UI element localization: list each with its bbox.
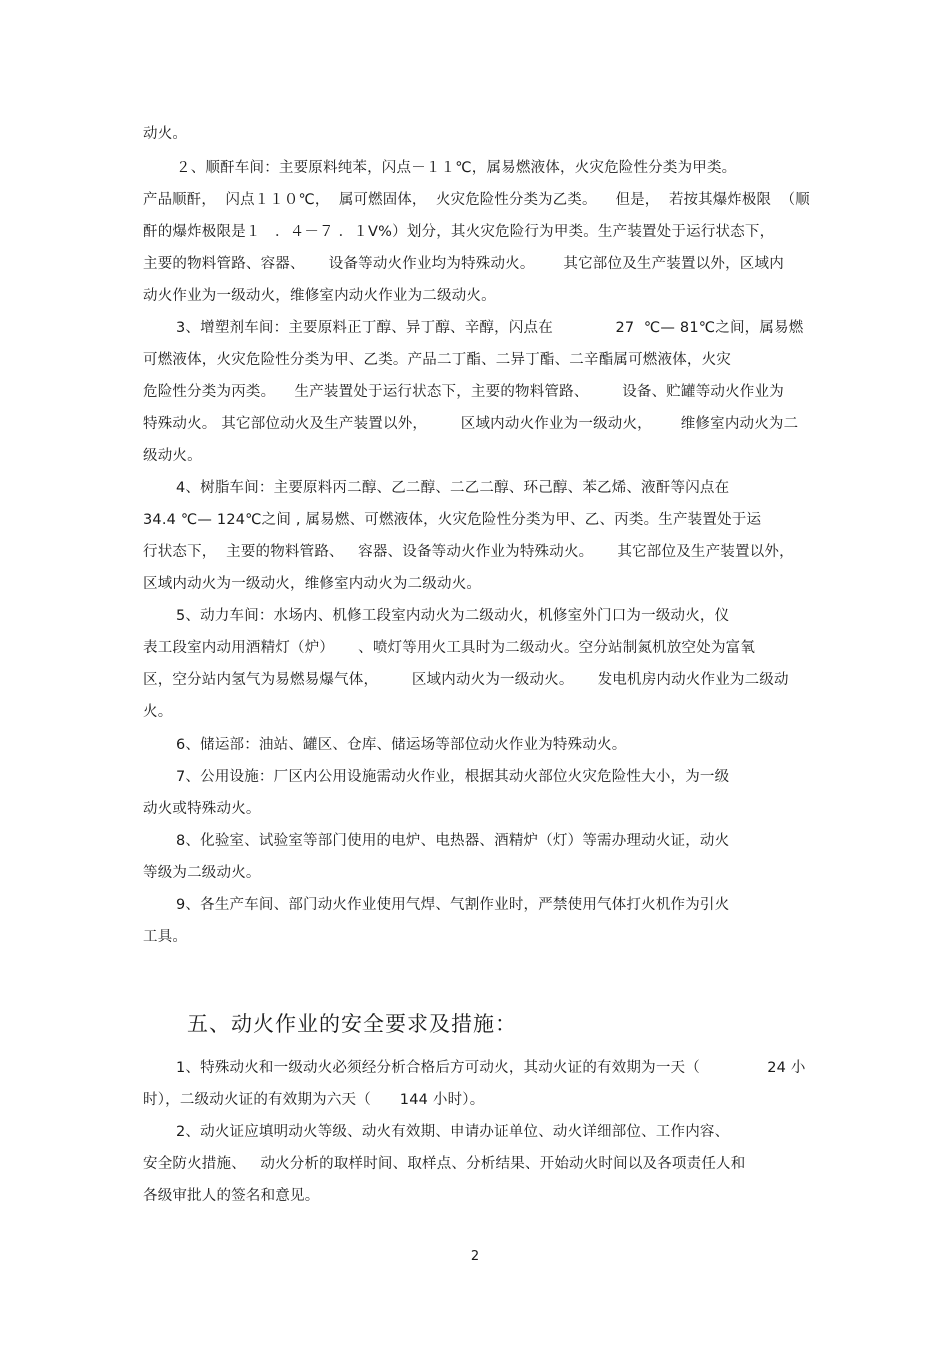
paragraph-line: 工具。 <box>143 929 188 945</box>
paragraph-line: 主要的物料管路、容器、 设备等动火作业均为特殊动火。 其它部位及生产装置以外，区域内 <box>143 256 784 272</box>
paragraph-line: 区域内动火为一级动火，维修室内动火为二级动火。 <box>143 576 482 592</box>
paragraph-line: 3、增塑剂车间：主要原料正丁醇、异丁醇、辛醇，闪点在 27 ℃— 81℃之间，属易燃 <box>176 320 804 336</box>
paragraph-line: 各级审批人的签名和意见。 <box>143 1188 320 1204</box>
paragraph-line: 动火或特殊动火。 <box>143 801 261 817</box>
paragraph-line: ２、顺酐车间：主要原料纯苯，闪点－１１℃，属易燃液体，火灾危险性分类为甲类。 <box>176 160 737 176</box>
paragraph-line: 时），二级动火证的有效期为六天（ 144 小时）。 <box>143 1092 485 1108</box>
section-heading: 五、动火作业的安全要求及措施： <box>187 1012 517 1036</box>
paragraph-line: 5、动力车间：水场内、机修工段室内动火为二级动火，机修室外门口为一级动火，仪 <box>176 608 730 624</box>
paragraph-line: 8、化验室、试验室等部门使用的电炉、电热器、酒精炉（灯）等需办理动火证，动火 <box>176 833 730 849</box>
paragraph-line: 34.4 ℃— 124℃之间 , 属易燃、可燃液体，火灾危险性分类为甲、乙、丙类。生产装置处于运 <box>143 512 762 528</box>
paragraph-line: 危险性分类为丙类。 生产装置处于运行状态下，主要的物料管路、 设备、贮罐等动火作业为 <box>143 384 784 400</box>
paragraph-line: 7、公用设施：厂区内公用设施需动火作业，根据其动火部位火灾危险性大小，为一级 <box>176 769 730 785</box>
paragraph-line: 动火作业为一级动火，维修室内动火作业为二级动火。 <box>143 288 496 304</box>
paragraph-line: 级动火。 <box>143 448 202 464</box>
paragraph-line: 等级为二级动火。 <box>143 865 261 881</box>
paragraph-line: 安全防火措施、 动火分析的取样时间、取样点、分析结果、开始动火时间以及各项责任人和 <box>143 1156 746 1172</box>
paragraph-line: 6、储运部：油站、罐区、仓库、储运场等部位动火作业为特殊动火。 <box>176 737 627 753</box>
paragraph-line: 4、树脂车间：主要原料丙二醇、乙二醇、二乙二醇、环己醇、苯乙烯、液酐等闪点在 <box>176 480 730 496</box>
paragraph-line: 可燃液体，火灾危险性分类为甲、乙类。产品二丁酯、二异丁酯、二辛酯属可燃液体，火灾 <box>143 352 731 368</box>
paragraph-line: 表工段室内动用酒精灯（炉） 、喷灯等用火工具时为二级动火。空分站制氮机放空处为富氧 <box>143 640 756 656</box>
paragraph-line: 火。 <box>143 704 173 720</box>
paragraph-line: 产品顺酐， 闪点１１０℃， 属可燃固体， 火灾危险性分类为乙类。 但是， 若按其爆炸极限 （顺 <box>143 192 810 208</box>
paragraph-line: 行状态下， 主要的物料管路、 容器、设备等动火作业为特殊动火。 其它部位及生产装置以外， <box>143 544 794 560</box>
paragraph-line: 2、动火证应填明动火等级、动火有效期、申请办证单位、动火详细部位、工作内容、 <box>176 1124 730 1140</box>
paragraph-line: 酐的爆炸极限是１ ．４－７ ．１V%）划分，其火灾危险行为甲类。生产装置处于运行状态下， <box>143 224 775 240</box>
paragraph-line: 特殊动火。 其它部位动火及生产装置以外， 区域内动火作业为一级动火， 维修室内动火为二 <box>143 416 799 432</box>
page-number: 2 <box>470 1249 480 1264</box>
paragraph-line: 动火。 <box>143 126 188 142</box>
paragraph-line: 9、各生产车间、部门动火作业使用气焊、气割作业时，严禁使用气体打火机作为引火 <box>176 897 730 913</box>
paragraph-line: 区，空分站内氢气为易燃易爆气体， 区域内动火为一级动火。 发电机房内动火作业为二级动 <box>143 672 789 688</box>
paragraph-line: 1、特殊动火和一级动火必须经分析合格后方可动火，其动火证的有效期为一天（ 24 小 <box>176 1060 806 1076</box>
